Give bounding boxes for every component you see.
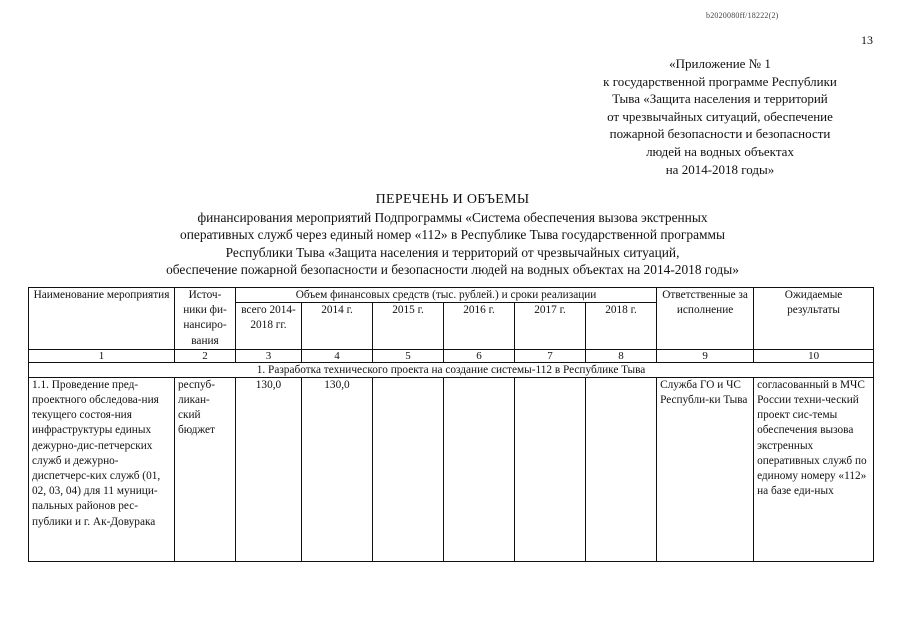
financing-table xyxy=(28,287,874,562)
appendix-line: на 2014-2018 годы» xyxy=(665,161,775,177)
header-source: Источ-ники фи-нансиро-вания xyxy=(175,288,236,350)
cell-source: респуб-ликан-ский бюджет xyxy=(175,377,236,561)
document-title: ПЕРЕЧЕНЬ И ОБЪЕМЫ xyxy=(375,192,530,207)
header-results: Ожидаемые результаты xyxy=(754,288,874,350)
appendix-line: к государственной программе Республики xyxy=(603,73,837,89)
header-year-2014: 2014 г. xyxy=(302,303,373,350)
appendix-line: от чрезвычайных ситуаций, обеспечение xyxy=(607,108,833,124)
column-number: 10 xyxy=(754,349,874,362)
appendix-line: людей на водных объектах xyxy=(646,143,794,159)
header-name: Наименование мероприятия xyxy=(29,288,175,350)
column-number: 6 xyxy=(444,349,515,362)
document-subtitle xyxy=(0,209,905,278)
column-number: 1 xyxy=(29,349,175,362)
document-id: b2020080ff/18222(2) xyxy=(706,11,779,20)
subtitle-line: финансирования мероприятий Подпрограммы «Система обеспечения вызова экстренных xyxy=(197,210,708,225)
header-volume: Объем финансовых средств (тыс. рублей.) и сроки реализации xyxy=(236,288,657,303)
appendix-header xyxy=(568,55,872,178)
header-year-2017: 2017 г. xyxy=(515,303,586,350)
cell-year-2018 xyxy=(586,377,657,561)
header-total: всего 2014-2018 гг. xyxy=(236,303,302,350)
column-number: 4 xyxy=(302,349,373,362)
column-number: 9 xyxy=(657,349,754,362)
column-number-row xyxy=(29,349,874,362)
header-responsible: Ответственные за исполнение xyxy=(657,288,754,350)
cell-name: 1.1. Проведение пред-проектного обследова-ния текущего состоя-ния инфраструктуры единых дежурно-дис-петчерских служб и дежурно-диспетчерс-ких служб (01, 02, 03, 04) для 11 муници-пальных районов рес-публики и г. Ак-Довурака xyxy=(29,377,175,561)
header-year-2015: 2015 г. xyxy=(373,303,444,350)
cell-year-2014: 130,0 xyxy=(302,377,373,561)
appendix-line: Тыва «Защита населения и территорий xyxy=(612,91,828,107)
header-year-2016: 2016 г. xyxy=(444,303,515,350)
header-year-2018: 2018 г. xyxy=(586,303,657,350)
subtitle-line: обеспечение пожарной безопасности и безопасности людей на водных объектах на 2014-2018 годы» xyxy=(166,261,739,277)
cell-year-2017 xyxy=(515,377,586,561)
subtitle-line: Республики Тыва «Защита населения и территорий от чрезвычайных ситуаций, xyxy=(225,244,680,260)
column-number: 2 xyxy=(175,349,236,362)
column-number: 3 xyxy=(236,349,302,362)
cell-results: согласованный в МЧС России техни-ческий проект сис-темы обеспечения вызова экстренных оперативных служб по единому номеру «112» на базе еди-ных xyxy=(754,377,874,561)
appendix-line: пожарной безопасности и безопасности xyxy=(609,126,831,142)
section-row xyxy=(29,362,874,377)
cell-year-2016 xyxy=(444,377,515,561)
column-number: 7 xyxy=(515,349,586,362)
cell-responsible: Служба ГО и ЧС Республи-ки Тыва xyxy=(657,377,754,561)
appendix-line: «Приложение № 1 xyxy=(669,56,771,71)
subtitle-line: оперативных служб через единый номер «112» в Республике Тыва государственной программы xyxy=(180,227,725,243)
cell-total: 130,0 xyxy=(236,377,302,561)
header-row xyxy=(29,288,874,303)
section-title: 1. Разработка технического проекта на создание системы-112 в Республике Тыва xyxy=(29,362,874,377)
table-row xyxy=(29,377,874,561)
page-number: 13 xyxy=(861,33,873,47)
cell-year-2015 xyxy=(373,377,444,561)
column-number: 8 xyxy=(586,349,657,362)
column-number: 5 xyxy=(373,349,444,362)
